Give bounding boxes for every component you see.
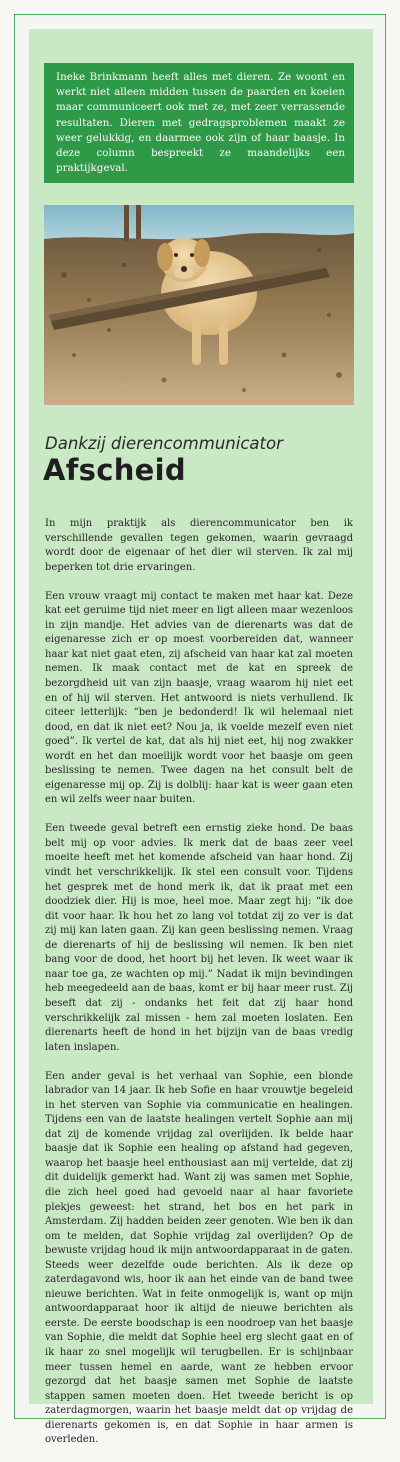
intro-box: Ineke Brinkmann heeft alles met dieren. Ze woont en werkt niet alleen midden tussen de paarden en koeien maar communiceert ook met ze, met zeer verrassende resultaten. Dieren met gedragsproblemen maakt ze weer gelukkig, en daarmee ook zijn of haar baasje. In deze column bespreekt ze maandelijks een praktijkgeval. — [44, 63, 354, 183]
dog-photo — [44, 205, 354, 405]
article-title: Afscheid — [43, 453, 186, 487]
paragraph: Een tweede geval betreft een ernstig zieke hond. De baas belt mij op voor advies. Ik merk dat de baas zeer veel moeite heeft met het komende afscheid van haar hond. Zij vindt het verschrikkelijk. Ik stel een consult voor. Tijdens het gesprek met de hond merk ik, dat ik praat met een doodziek dier. Hij is moe, heel moe. Maar zegt hij: “ik doe dit voor haar. Ik hou het zo lang vol totdat zij zo ver is dat zij mij kan laten gaan. Zij kan geen beslissing nemen. Vraag de dierenarts of hij de beslissing wil nemen. Ik ben niet bang voor de dood, het hoort bij het leven. Ik weet waar ik naar toe ga, ze wachten op mij.” Nadat ik mijn bevindingen heb meegedeeld aan de baas, komt er bij haar meer rust. Zij beseft dat zij - ondanks het feit dat zij haar hond verschrikkelijk zal missen - hem zal moeten loslaten. Een dierenarts heeft de hond in het bijzijn van de baas vredig laten inslapen. — [45, 823, 353, 1053]
article-subtitle: Dankzij dierencommunicator — [45, 434, 283, 453]
magazine-page — [14, 14, 386, 1446]
article-panel — [29, 29, 373, 1446]
paragraph: Een ander geval is het verhaal van Sophie, een blonde labrador van 14 jaar. Ik heb Sofie en haar vrouwtje begeleid in het sterven van Sophie via communicatie en healingen. Tijdens een van de laatste healingen vertelt Sophie aan mij dat zij de komende vrijdag zal overlijden. Ik belde haar baasje dat ik Sophie een healing op afstand had gegeven, waarop het baasje heel enthousiast aan mij vertelde, dat zij dit duidelijk gemerkt had. Want zij was samen met Sophie, die zich heel goed had gevoeld naar al haar favoriete plekjes geweest: het strand, het bos en het park in Amsterdam. Zij hadden beiden zeer genoten. Wie ben ik dan om te melden, dat Sophie vrijdag zal overlijden? Op de bewuste vrijdag houd ik mijn antwoordapparaat in de gaten. Steeds weer dezelfde oude berichten. Als ik deze op zaterdagavond wis, hoor ik aan het einde van de band twee nieuwe berichten. Wat in feite onmogelijk is, want op mijn antwoordapparaat hoor ik altijd de nieuwe berichten als eerste. De eerste boodschap is een noodroep van het baasje van Sophie, die meldt dat Sophie heel erg slecht gaat en of ik haar zo snel mogelijk wil terugbellen. Er is schijnbaar meer tussen hemel en aarde, want ze hebben ervoor gezorgd dat het baasje samen met Sophie de laatste stappen samen moeten doen. Het tweede bericht is op zaterdagmorgen, waarin het baasje meldt dat op vrijdag de dierenarts gekomen is, en dat Sophie in haar armen is overleden. — [45, 1070, 353, 1446]
article-body — [45, 517, 353, 1462]
paragraph: Een vrouw vraagt mij contact te maken met haar kat. Deze kat eet geruime tijd niet meer en ligt alleen maar wezenloos in zijn mandje. Het advies van de dierenarts was dat de eigenaresse zich er op moest voorbereiden dat, wanneer haar kat niet gaat eten, zij afscheid van haar kat zal moeten nemen. Ik maak contact met de kat en spreek de bezorgdheid uit van zijn baasje, vraag waarom hij niet eet en of hij wil sterven. Het antwoord is niets verhullend. Ik citeer letterlijk: “ben je bedonderd! Ik wil helemaal niet dood, en dat ik niet eet? Nou ja, ik voelde mezelf even niet goed”. Ik vertel de kat, dat als hij niet eet, hij nog zwakker wordt en het dan moeilijk wordt voor het baasje om geen beslissing te nemen. Twee dagen na het consult belt de eigenaresse mij op. Zij is dolblij: haar kat is weer gaan eten en wil zelfs weer naar buiten. — [45, 590, 353, 806]
paragraph: In mijn praktijk als dierencommunicator ben ik verschillende gevallen tegen gekomen, waarin gevraagd wordt door de eigenaar of het dier wil sterven. Ik zal mij beperken tot drie ervaringen. — [45, 518, 353, 573]
